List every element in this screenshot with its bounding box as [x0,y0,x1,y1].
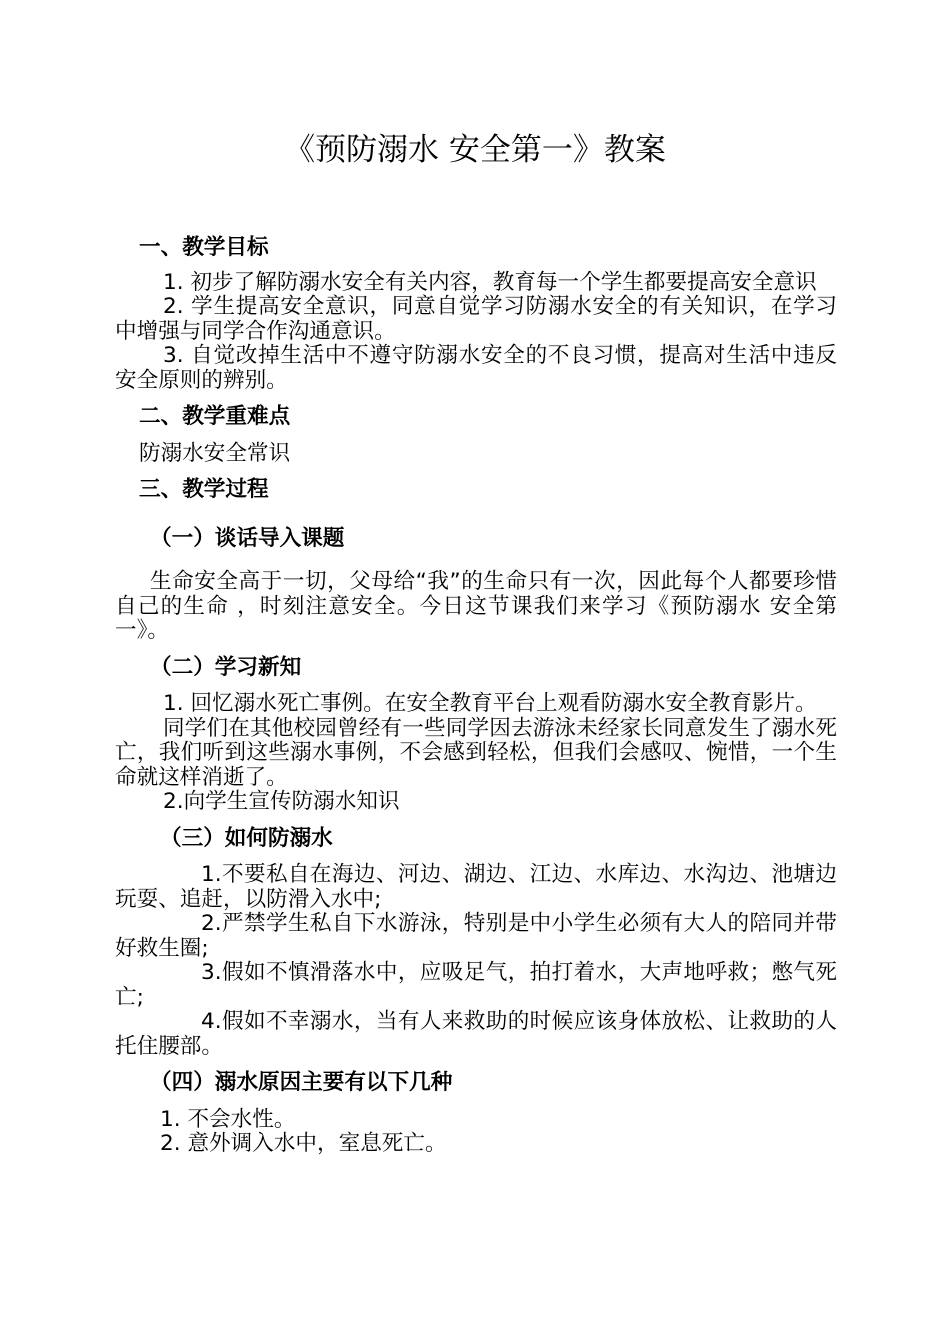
section-heading-objectives: 一、教学目标 [139,235,269,260]
new-knowledge-paragraph: 同学们在其他校园曾经有一些同学因去游泳未经家长同意发生了溺水死亡，我们听到这些溺水事例，不会感到轻松，但我们会感叹、惋惜，一个生命就这样消逝了。 [115,715,837,790]
document-title: 《预防溺水 安全第一》教案 [284,132,666,168]
section-heading-process: 三、教学过程 [139,477,269,502]
prevention-item-4: 4.假如不幸溺水，当有人来救助的时候应该身体放松、让救助的人托住腰部。 [115,1009,837,1059]
objective-item-1: 1. 初步了解防溺水安全有关内容，教育每一个学生都要提高安全意识 [163,269,817,295]
section-heading-key-points: 二、教学重难点 [139,404,291,429]
prevention-item-1: 1.不要私自在海边、河边、湖边、江边、水库边、水沟边、池塘边玩耍、追赶，以防滑入水中; [115,862,837,912]
prevention-item-3: 3.假如不慎滑落水中，应吸足气，拍打着水，大声地呼救；憋气死亡; [115,960,837,1010]
prevention-item-2: 2.严禁学生私自下水游泳，特别是中小学生必须有大人的陪同并带好救生圈; [115,911,837,961]
subsection-heading-causes: （四）溺水原因主要有以下几种 [150,1070,453,1095]
new-knowledge-item-1: 1. 回忆溺水死亡事例。在安全教育平台上观看防溺水安全教育影片。 [163,691,817,716]
cause-item-2: 2. 意外调入水中，室息死亡。 [160,1131,447,1156]
subsection-heading-new-knowledge: （二）学习新知 [150,654,302,680]
cause-item-1: 1. 不会水性。 [160,1106,296,1132]
document-body [115,236,837,1157]
intro-paragraph: 生命安全高于一切，父母给“我”的生命只有一次，因此每个人都要珍惜自己的生命 ，时刻注意安全。今日这节课我们来学习《预防溺水 安全第一》。 [115,569,837,643]
key-points-text: 防溺水安全常识 [139,440,291,466]
new-knowledge-item-2: 2.向学生宣传防溺水知识 [163,789,400,814]
subsection-heading-prevention: （三）如何防溺水 [160,825,333,851]
objective-item-3: 3. 自觉改掉生活中不遵守防溺水安全的不良习惯，提高对生活中违反安全原则的辨别。 [115,343,837,393]
subsection-heading-intro: （一）谈话导入课题 [150,525,345,551]
objective-item-2: 2. 学生提高安全意识，同意自觉学习防溺水安全的有关知识，在学习中增强与同学合作沟通意识。 [115,294,837,344]
